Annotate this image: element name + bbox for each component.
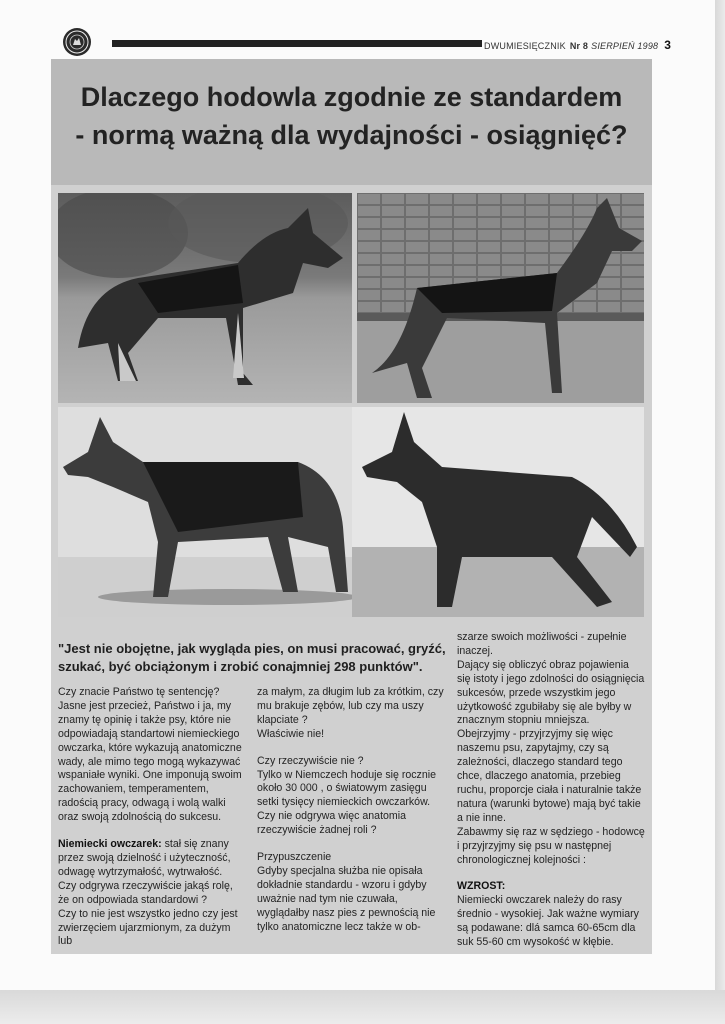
- paragraph: Czy to nie jest wszystko jedno czy jest zwierzęciem ujarzmionym, za dużym lub: [58, 907, 238, 948]
- article-title: [60, 78, 643, 154]
- paragraph: Przypuszczenie: [257, 851, 332, 864]
- page-bottom-shadow: [0, 990, 725, 1024]
- section-label: Niemiecki owczarek:: [58, 838, 162, 851]
- german-shepherd-garden-photo: [58, 193, 352, 403]
- german-shepherd-brick-wall-photo: [357, 193, 644, 403]
- pull-quote: "Jest nie obojętne, jak wygląda pies, on musi pracować, gryźć, szukać, być obciążonym i zrobić conajmniej 298 punktów".: [58, 641, 446, 674]
- paragraph: Tylko w Niemczech hoduje się rocznie około 30 000 , o światowym zasięgu setki tysięcy niemieckich owczarków.: [257, 768, 436, 809]
- issue-number: Nr 8: [569, 41, 589, 51]
- paragraph: Niemiecki owczarek: stał się znany przez swoją dzielność i użyteczność, odwagę wytrzymałość, wytrwałość.: [58, 838, 231, 878]
- publication-name: DWUMIESIĘCZNIK: [484, 41, 566, 51]
- text-column-2: [257, 686, 445, 935]
- page-number: 3: [664, 38, 672, 52]
- german-shepherd-stand-left-photo: [58, 407, 352, 617]
- german-shepherd-dark-stand-photo: [352, 407, 644, 617]
- paragraph: Gdyby specjalna służba nie opisała dokładnie standardu - wzoru i gdyby uważnie nad tym nie czuwała, wyglądałby nasz pies z pewnością nie tylko anatomiczne lecz także w ob-: [257, 864, 436, 933]
- text-column-1: [58, 686, 245, 949]
- paragraph: za małym, za długim lub za krótkim, czy mu brakuje zębów, lub czy ma uszy klapciate ?: [257, 686, 444, 726]
- paragraph: Czy rzeczywiście nie ?: [257, 754, 364, 767]
- page-edge: [715, 0, 725, 1024]
- section-label: WZROST:: [457, 880, 506, 893]
- paragraph: WZROST: Niemiecki owczarek należy do rasy średnio - wysokiej. Jak ważne wymiary są podawane: dlá samca 60-65cm dla suk 55-60 cm wysokość w kłębie.: [457, 880, 639, 949]
- paragraph: Dający się obliczyć obraz pojawienia się istoty i jego zdolności do osiągnięcia sukcesów, przede wszystkim jego użytkowość zgubiłaby się ale byłby w znacznym stopniu mniejsza.: [457, 658, 645, 727]
- header-rule: [112, 40, 482, 47]
- paragraph: Właściwie nie!: [257, 727, 325, 740]
- paragraph: szarze swoich możliwości - zupełnie inaczej.: [457, 631, 627, 657]
- title-line-2: - normą ważną dla wydajności - osiągnięć?: [75, 120, 628, 150]
- paragraph: Czy znacie Państwo tę sentencję? Jasne jest przecież, Państwo i ja, my znamy tę opinię i także psy, które nie odpowiadają standartowi niemieckiego owczarka, które wykazują anatomiczne wady, ale mimo tego mogą wykazywać wspaniałe wyniki. One imponują swoim zachowaniem, temperamentem, radością pracy, odwagą i wolą walki oraz swoją zdolnością do sukcesu.: [58, 686, 242, 824]
- text-column-3: [457, 631, 645, 950]
- title-line-1: Dlaczego hodowla zgodnie ze standardem: [80, 82, 623, 112]
- running-header: [484, 38, 671, 52]
- paragraph: Czy odgrywa rzeczywiście jakąś rolę, że on odpowiada standardowi ?: [58, 879, 233, 906]
- paragraph: Zabawmy się raz w sędziego - hodowcę i przyjrzyjmy się psu w następnej chronologicznej kolejności :: [457, 825, 645, 866]
- issue-date: SIERPIEŃ 1998: [591, 41, 659, 51]
- paragraph: Obejrzyjmy - przyjrzyjmy się więc naszemu psu, zapytajmy, czy są zależności, dlaczego standard tego chce, dlaczego anatomia, przebieg ruchu, proporcje ciała i naturalnie także natura (warunki bytowe) mają być takie a nie inne.: [457, 728, 642, 824]
- club-emblem-icon: [63, 28, 91, 56]
- paragraph: Czy nie odgrywa więc anatomia rzeczywiście żadnej roli ?: [257, 810, 406, 837]
